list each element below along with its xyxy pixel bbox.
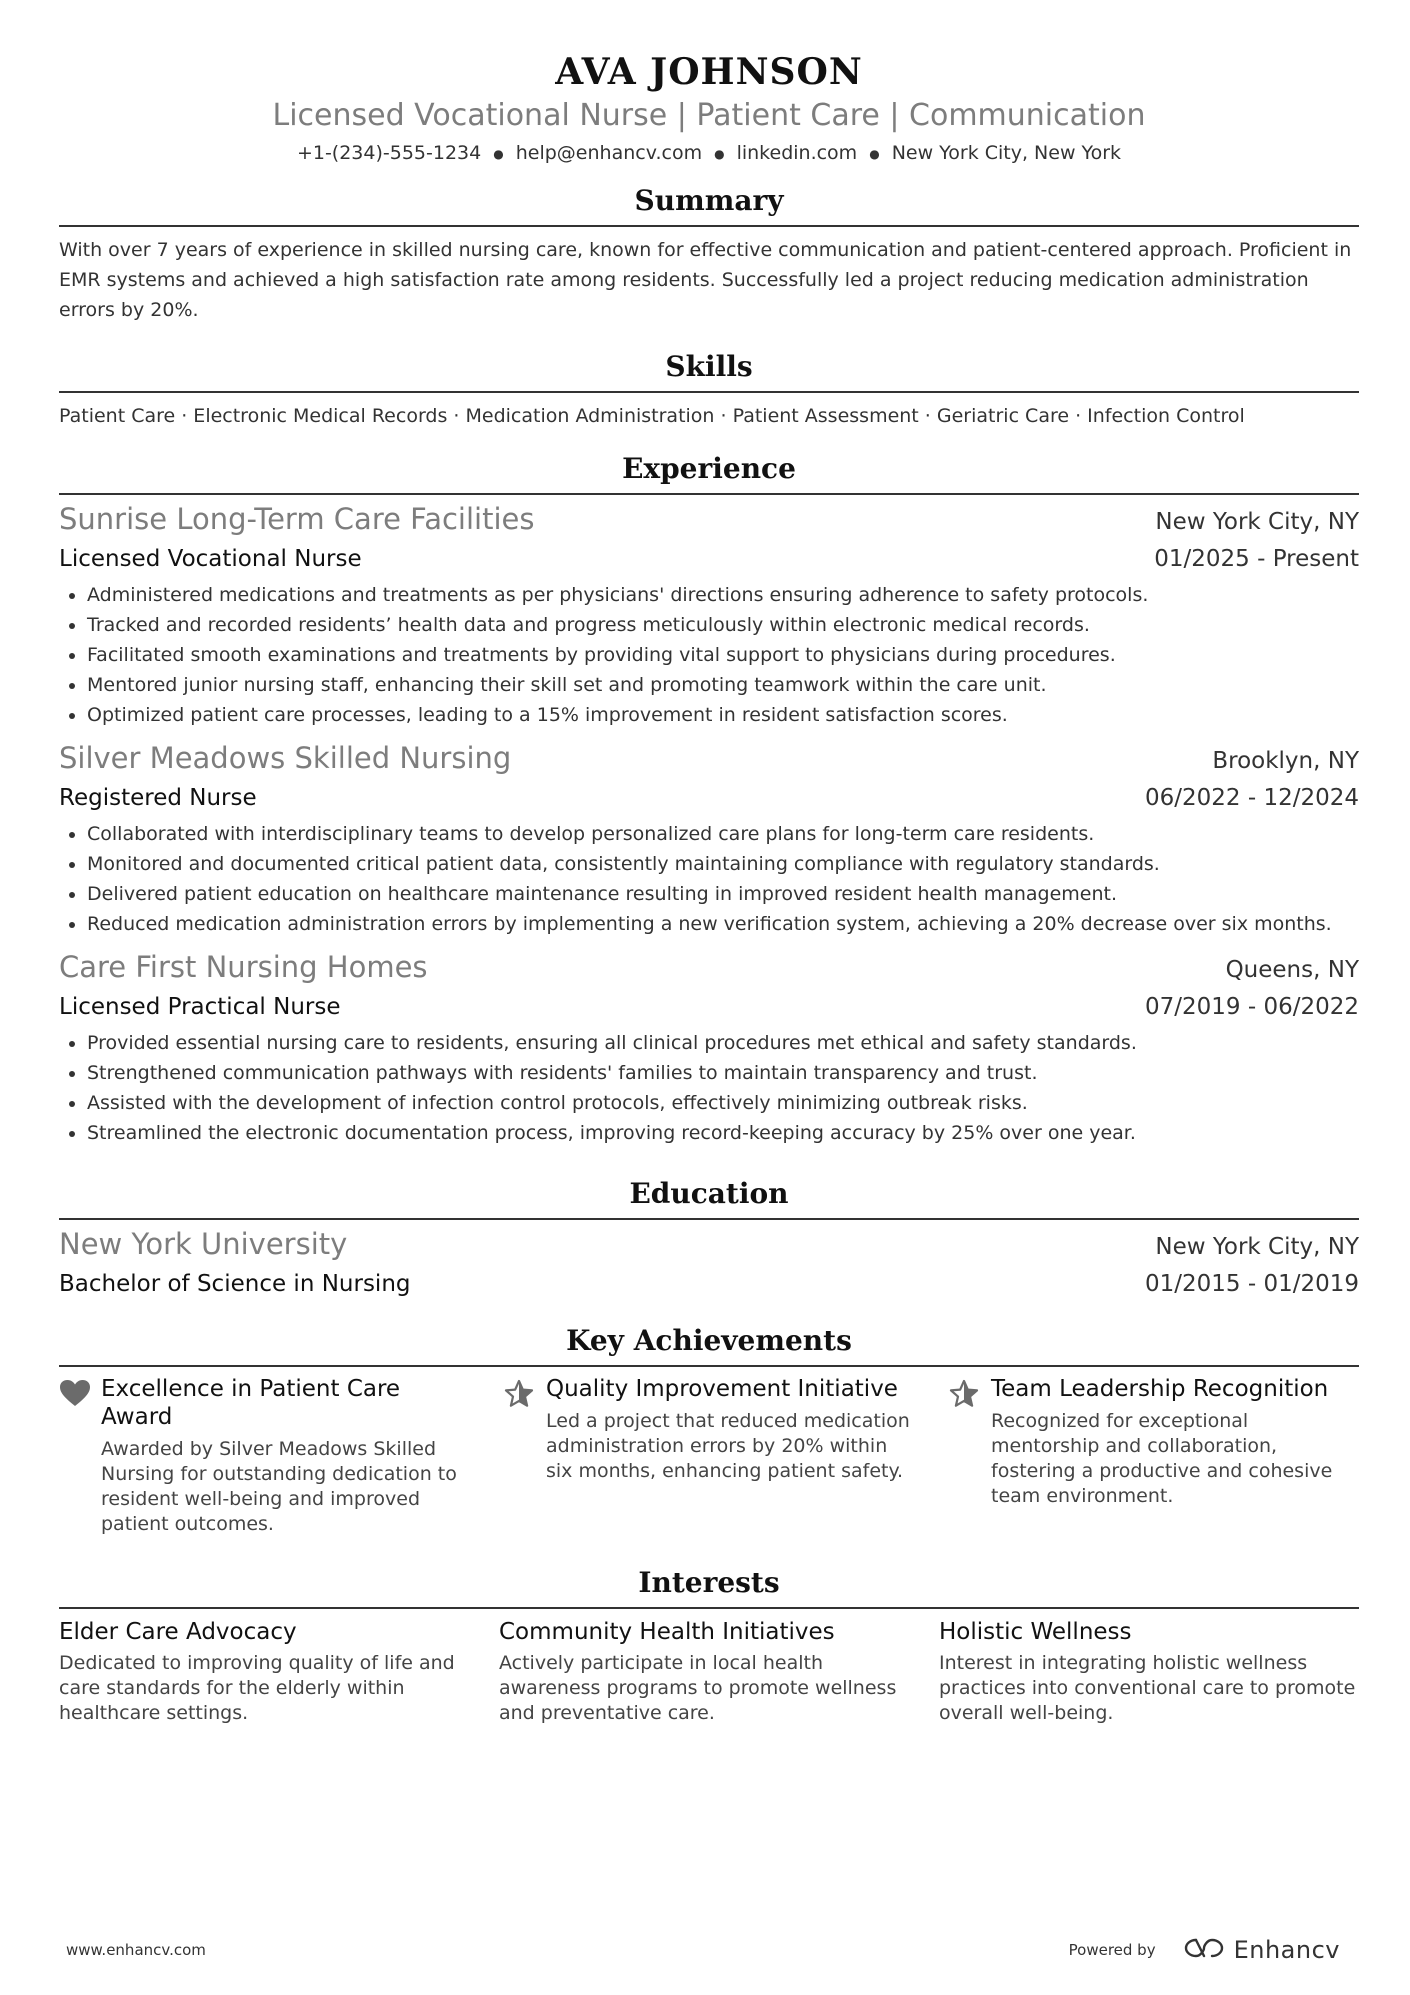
achievement-title: Team Leadership Recognition [991, 1375, 1329, 1402]
interest-description: Dedicated to improving quality of life and care standards for the elderly within healthcare settings. [59, 1651, 455, 1724]
job-location: Brooklyn, NY [1212, 747, 1359, 774]
education-entry [59, 1224, 1359, 1301]
job-bullet: • Administered medications and treatments as per physicians' directions ensuring adherence to safety protocols. [87, 580, 1359, 610]
enhancv-brand-name: Enhancv [1233, 1936, 1340, 1964]
resume-page [59, 0, 1359, 1726]
job-bullet: • Delivered patient education on healthcare maintenance resulting in improved resident health management. [87, 879, 1359, 909]
job-bullet: • Collaborated with interdisciplinary teams to develop personalized care plans for long-term care residents. [87, 819, 1359, 849]
section-title-education: Education [59, 1174, 1359, 1220]
star-icon [949, 1375, 991, 1413]
education-degree: Bachelor of Science in Nursing [59, 1270, 411, 1297]
job-bullets [59, 819, 1359, 939]
star-icon [504, 1375, 546, 1413]
job-bullet: • Tracked and recorded residents’ health data and progress meticulously within electronic medical records. [87, 610, 1359, 640]
interest-item [59, 1617, 479, 1726]
job-entry [59, 738, 1359, 939]
education-dates: 01/2015 - 01/2019 [1144, 1270, 1359, 1297]
job-bullets [59, 580, 1359, 730]
achievement-title: Excellence in Patient Care Award [101, 1375, 401, 1430]
linkedin-link[interactable]: linkedin.com [736, 142, 858, 164]
job-bullet: • Assisted with the development of infection control protocols, effectively minimizing outbreak risks. [87, 1088, 1359, 1118]
job-bullet: • Streamlined the electronic documentation process, improving record-keeping accuracy by 25% over one year. [87, 1118, 1359, 1148]
education-section [59, 1174, 1359, 1301]
enhancv-logo-icon [1182, 1935, 1226, 1965]
interest-title: Elder Care Advocacy [59, 1618, 297, 1645]
skills-section [59, 347, 1359, 431]
interests-section [59, 1563, 1359, 1726]
powered-by-label: Powered by [1068, 1941, 1156, 1959]
job-bullet: • Monitored and documented critical patient data, consistently maintaining compliance with regulatory standards. [87, 849, 1359, 879]
resume-header [59, 0, 1359, 167]
interest-title: Community Health Initiatives [499, 1618, 835, 1645]
achievement-title: Quality Improvement Initiative [546, 1375, 898, 1402]
footer-website-link[interactable]: www.enhancv.com [66, 1941, 206, 1959]
separator-dot: ● [869, 146, 880, 161]
section-title-experience: Experience [59, 449, 1359, 495]
section-title-skills: Skills [59, 347, 1359, 393]
heart-icon [59, 1375, 101, 1411]
section-title-summary: Summary [59, 181, 1359, 227]
job-entry [59, 499, 1359, 730]
job-organization: Sunrise Long-Term Care Facilities [59, 501, 535, 536]
job-dates: 01/2025 - Present [1154, 545, 1359, 572]
achievement-description: Recognized for exceptional mentorship and collaboration, fostering a productive and cohesive team environment. [991, 1409, 1333, 1507]
job-bullet: • Mentored junior nursing staff, enhancing their skill set and promoting teamwork within the care unit. [87, 670, 1359, 700]
job-bullet: • Optimized patient care processes, leading to a 15% improvement in resident satisfaction scores. [87, 700, 1359, 730]
candidate-tagline: Licensed Vocational Nurse | Patient Care | Communication [272, 98, 1146, 133]
candidate-name: AVA JOHNSON [555, 51, 863, 93]
achievement-item [949, 1375, 1359, 1537]
summary-text: With over 7 years of experience in skilled nursing care, known for effective communication and patient-centered approach. Proficient in EMR systems and achieved a high satisfaction rate among residents. Successfully led a project reducing medication administration errors by 20%. [59, 238, 1352, 321]
job-role: Registered Nurse [59, 784, 257, 811]
interest-item [499, 1617, 919, 1726]
job-bullet: • Strengthened communication pathways with residents' families to maintain transparency and trust. [87, 1058, 1359, 1088]
achievement-item [59, 1375, 469, 1537]
skills-list: Patient Care · Electronic Medical Records · Medication Administration · Patient Assessment · Geriatric Care · Infection Control [59, 404, 1245, 427]
job-dates: 07/2019 - 06/2022 [1144, 993, 1359, 1020]
separator-dot: ● [714, 146, 725, 161]
interest-description: Interest in integrating holistic wellness practices into conventional care to promote overall well-being. [939, 1651, 1356, 1724]
job-bullet: • Reduced medication administration errors by implementing a new verification system, achieving a 20% decrease over six months. [87, 909, 1359, 939]
page-footer [0, 1935, 1410, 1965]
job-bullets [59, 1028, 1359, 1148]
summary-section [59, 181, 1359, 325]
interest-title: Holistic Wellness [939, 1618, 1132, 1645]
education-location: New York City, NY [1155, 1233, 1359, 1260]
interest-description: Actively participate in local health awareness programs to promote wellness and preventative care. [499, 1651, 897, 1724]
section-title-interests: Interests [59, 1563, 1359, 1609]
email-link[interactable]: help@enhancv.com [515, 142, 703, 164]
job-organization: Care First Nursing Homes [59, 949, 428, 984]
location-text: New York City, New York [891, 142, 1122, 164]
achievement-item [504, 1375, 914, 1537]
achievements-section [59, 1321, 1359, 1537]
interest-item [939, 1617, 1359, 1726]
achievement-description: Led a project that reduced medication administration errors by 20% within six months, enhancing patient safety. [546, 1409, 910, 1482]
separator-dot: ● [493, 146, 504, 161]
job-bullet: • Facilitated smooth examinations and treatments by providing vital support to physicians during procedures. [87, 640, 1359, 670]
job-role: Licensed Practical Nurse [59, 993, 341, 1020]
achievement-description: Awarded by Silver Meadows Skilled Nursing for outstanding dedication to resident well-being and improved patient outcomes. [101, 1437, 457, 1535]
footer-branding [1069, 1935, 1340, 1965]
job-bullet: • Provided essential nursing care to residents, ensuring all clinical procedures met ethical and safety standards. [87, 1028, 1359, 1058]
job-location: Queens, NY [1225, 956, 1359, 983]
phone-number: +1-(234)-555-1234 [296, 142, 482, 164]
experience-section [59, 449, 1359, 1148]
job-entry [59, 947, 1359, 1148]
job-dates: 06/2022 - 12/2024 [1144, 784, 1359, 811]
job-organization: Silver Meadows Skilled Nursing [59, 740, 512, 775]
education-organization: New York University [59, 1226, 348, 1261]
section-title-achievements: Key Achievements [59, 1321, 1359, 1367]
job-role: Licensed Vocational Nurse [59, 545, 362, 572]
contact-line [59, 140, 1359, 167]
job-location: New York City, NY [1155, 508, 1359, 535]
